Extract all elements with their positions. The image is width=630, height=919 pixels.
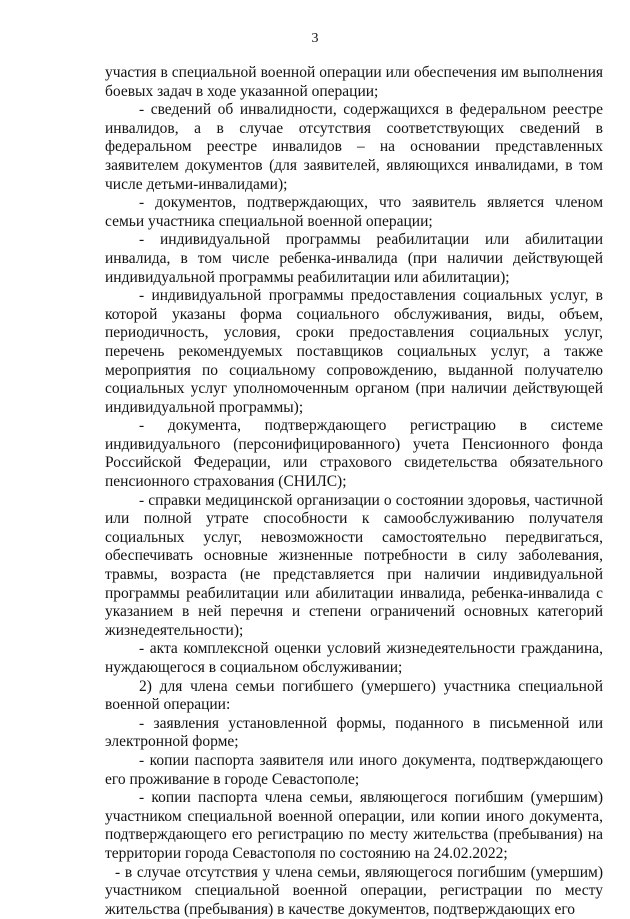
paragraph-11: - копии паспорта заявителя или иного документа, подтверждающего его проживание в городе Севастополе; [105,751,603,788]
paragraph-5: - индивидуальной программы предоставления социальных услуг, в которой указаны форма социального обслуживания, виды, объем, периодичность, условия, сроки предоставления социальных услуг, перечень рекомендуемых поставщиков социальных услуг, а также мероприятия по социальному сопровождению, выданной получателю социальных услуг уполномоченным органом (при наличии действующей индивидуальной программы); [105,287,603,416]
paragraph-7: - справки медицинской организации о состоянии здоровья, частичной или полной утрате способности к самообслуживанию получателя социальных услуг, невозможности самостоятельно передвигаться, обеспечивать основные жизненные потребности в силу заболевания, травмы, возраста (не представляется при наличии индивидуальной программы реабилитации или абилитации инвалида, ребенка-инвалида с указанием в ней перечня и степени ограничений основных категорий жизнедеятельности); [105,491,603,639]
paragraph-8: - акта комплексной оценки условий жизнедеятельности гражданина, нуждающегося в социальном обслуживании; [105,640,603,676]
paragraph-9: 2) для члена семьи погибшего (умершего) участника специальной военной операции: [105,677,603,714]
paragraph-12: - копии паспорта члена семьи, являющегося погибшим (умершим) участником специальной военной операции, или копии иного документа, подтверждающего его регистрацию по месту жительства (пребывания) на территории города Севастополя по состоянию на 24.02.2022; [105,789,603,862]
paragraph-1: участия в специальной военной операции или обеспечения им выполнения боевых задач в ходе указанной операции; [105,64,603,100]
document-body [105,64,603,919]
paragraph-13: - в случае отсутствия у члена семьи, являющегося погибшим (умершим) участником специальной военной операции, регистрации по месту жительства (пребывания) в качестве документов, подтверждающих его [105,863,603,918]
paragraph-6: - документа, подтверждающего регистрацию в системе индивидуального (персонифицированного) учета Пенсионного фонда Российской Федерации, или страхового свидетельства обязательного пенсионного страхования (СНИЛС); [105,417,603,491]
paragraph-2: - сведений об инвалидности, содержащихся в федеральном реестре инвалидов, а в случае отсутствия соответствующих сведений в федеральном реестре инвалидов – на основании представленных заявителем документов (для заявителей, являющихся инвалидами, в том числе детьми-инвалидами); [105,101,603,193]
paragraph-4: - индивидуальной программы реабилитации или абилитации инвалида, в том числе ребенка-инвалида (при наличии действующей индивидуальной программы реабилитации или абилитации); [105,231,603,286]
page-number: 3 [311,31,319,46]
paragraph-3: - документов, подтверждающих, что заявитель является членом семьи участника специальной военной операции; [105,194,603,230]
paragraph-10: - заявления установленной формы, поданного в письменной или электронной форме; [105,714,603,751]
